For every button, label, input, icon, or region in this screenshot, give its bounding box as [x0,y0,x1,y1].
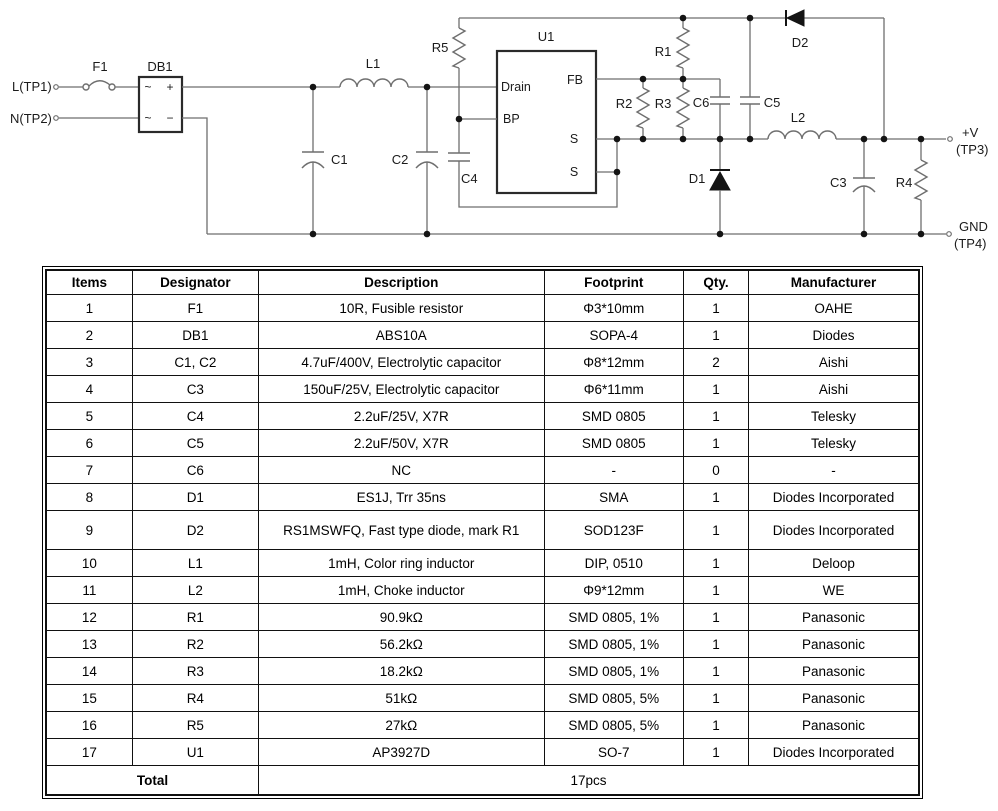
cell-manufacturer: Panasonic [749,631,919,658]
cell-description: AP3927D [258,739,544,766]
table-row [46,322,919,349]
terminal-gnd-tp4 [947,219,988,251]
cell-designator: R1 [132,604,258,631]
cell-qty: 1 [683,511,748,550]
table-row [46,511,919,550]
cell-manufacturer: Panasonic [749,712,919,739]
diode-d2 [786,10,808,50]
cell-item: 14 [46,658,132,685]
cell-footprint: SOPA-4 [544,322,683,349]
label-c6: C6 [692,95,710,110]
cell-manufacturer: Telesky [749,430,919,457]
cell-designator: C6 [132,457,258,484]
cell-footprint: SMD 0805, 1% [544,631,683,658]
gnd-tp-label: (TP4) [954,236,987,251]
u1-pin-s2: S [569,165,579,179]
cell-description: 90.9kΩ [258,604,544,631]
resistor-r2 [616,79,649,139]
cell-designator: F1 [132,295,258,322]
cell-description: 27kΩ [258,712,544,739]
resistor-r4 [896,139,927,234]
column-header-description: Description [258,270,544,295]
cell-item: 15 [46,685,132,712]
label-r2: R2 [615,96,633,111]
cell-designator: C3 [132,376,258,403]
cell-manufacturer: WE [749,577,919,604]
cell-qty: 1 [683,739,748,766]
cell-footprint: SMD 0805, 5% [544,712,683,739]
table-row [46,349,919,376]
cell-manufacturer: Panasonic [749,685,919,712]
cell-qty: 1 [683,658,748,685]
diode-d1 [689,139,730,234]
cell-qty: 1 [683,322,748,349]
cell-footprint: SMD 0805, 1% [544,604,683,631]
cell-designator: L1 [132,550,258,577]
u1-pin-fb: FB [567,73,583,87]
cell-item: 10 [46,550,132,577]
dc-bus-wires [182,87,946,234]
cell-designator: C5 [132,430,258,457]
circuit-schematic [0,0,998,262]
cell-item: 6 [46,430,132,457]
cell-manufacturer: OAHE [749,295,919,322]
db1-ac-mark-bottom: ~ [144,111,152,125]
total-label: Total [46,766,258,796]
cell-qty: 1 [683,577,748,604]
cell-footprint: SMD 0805 [544,430,683,457]
cell-description: 18.2kΩ [258,658,544,685]
table-row [46,430,919,457]
label-c3: C3 [830,175,847,190]
inductor-l2 [768,110,836,139]
cell-item: 1 [46,295,132,322]
cell-footprint: - [544,457,683,484]
cell-designator: R5 [132,712,258,739]
bom-table-wrap [42,266,923,799]
cell-qty: 1 [683,550,748,577]
cell-footprint: SMD 0805 [544,403,683,430]
cell-item: 17 [46,739,132,766]
label-db1: DB1 [147,59,173,74]
capacitor-c5 [740,18,780,139]
bom-table [45,269,920,796]
cell-qty: 2 [683,349,748,376]
column-header-items: Items [46,270,132,295]
label-c1: C1 [331,152,348,167]
u1-pin-s1: S [569,132,579,146]
table-row [46,376,919,403]
label-c5: C5 [763,95,781,110]
cell-manufacturer: Diodes [749,322,919,349]
cell-manufacturer: Diodes Incorporated [749,484,919,511]
u1-pin-drain: Drain [501,80,531,94]
cell-qty: 1 [683,631,748,658]
cell-qty: 1 [683,685,748,712]
total-value: 17pcs [258,766,919,796]
cell-description: 10R, Fusible resistor [258,295,544,322]
cell-item: 3 [46,349,132,376]
cell-item: 5 [46,403,132,430]
cell-item: 9 [46,511,132,550]
cell-footprint: SMD 0805, 5% [544,685,683,712]
fuse-f1 [83,59,139,90]
table-row [46,484,919,511]
table-row [46,295,919,322]
cell-qty: 1 [683,376,748,403]
label-c2: C2 [391,152,409,167]
cell-manufacturer: Panasonic [749,604,919,631]
cell-manufacturer: Deloop [749,550,919,577]
table-row [46,457,919,484]
cell-designator: D1 [132,484,258,511]
cell-description: 56.2kΩ [258,631,544,658]
table-row [46,685,919,712]
cell-description: 4.7uF/400V, Electrolytic capacitor [258,349,544,376]
cell-qty: 1 [683,430,748,457]
cell-item: 16 [46,712,132,739]
cell-footprint: SMA [544,484,683,511]
label-r5: R5 [431,40,449,55]
cell-designator: R2 [132,631,258,658]
cell-description: 1mH, Color ring inductor [258,550,544,577]
table-row [46,631,919,658]
db1-plus-mark: + [166,80,174,94]
cell-description: ABS10A [258,322,544,349]
table-row [46,604,919,631]
cell-footprint: SO-7 [544,739,683,766]
table-row [46,658,919,685]
cell-designator: D2 [132,511,258,550]
label-f1: F1 [92,59,108,74]
cell-footprint: Φ9*12mm [544,577,683,604]
cell-designator: U1 [132,739,258,766]
cell-item: 8 [46,484,132,511]
label-c4: C4 [461,171,478,186]
cell-footprint: Φ8*12mm [544,349,683,376]
cell-manufacturer: Diodes Incorporated [749,739,919,766]
cell-qty: 1 [683,403,748,430]
table-row [46,403,919,430]
cell-footprint: SMD 0805, 1% [544,658,683,685]
cell-manufacturer: Aishi [749,349,919,376]
cell-qty: 0 [683,457,748,484]
cell-manufacturer: Diodes Incorporated [749,511,919,550]
cell-qty: 1 [683,295,748,322]
label-u1: U1 [537,29,555,44]
cell-designator: DB1 [132,322,258,349]
bom-total-row [46,766,919,796]
table-row [46,577,919,604]
cell-item: 2 [46,322,132,349]
column-header-footprint: Footprint [544,270,683,295]
header-row [46,270,919,295]
cell-description: NC [258,457,544,484]
cell-item: 13 [46,631,132,658]
label-r1: R1 [654,44,672,59]
table-row [46,739,919,766]
capacitor-c1 [302,87,348,234]
cell-item: 12 [46,604,132,631]
column-header-designator: Designator [132,270,258,295]
cell-item: 11 [46,577,132,604]
terminal-l-tp1 [12,79,83,94]
cell-footprint: DIP, 0510 [544,550,683,577]
cell-qty: 1 [683,712,748,739]
cell-description: 51kΩ [258,685,544,712]
label-r4: R4 [895,175,913,190]
table-row [46,550,919,577]
resistor-r5 [432,18,465,119]
label-d2: D2 [791,35,809,50]
cell-description: 150uF/25V, Electrolytic capacitor [258,376,544,403]
db1-ac-mark-top: ~ [144,80,152,94]
capacitor-c2 [392,87,438,234]
cell-designator: C1, C2 [132,349,258,376]
cell-manufacturer: Telesky [749,403,919,430]
capacitor-c6 [693,79,730,139]
cell-manufacturer: Aishi [749,376,919,403]
label-l1: L1 [365,56,381,71]
resistor-r3 [655,79,689,139]
cell-qty: 1 [683,604,748,631]
cell-description: 2.2uF/25V, X7R [258,403,544,430]
cell-description: RS1MSWFQ, Fast type diode, mark R1 [258,511,544,550]
resistor-r1 [655,18,689,79]
cell-qty: 1 [683,484,748,511]
label-r3: R3 [654,96,672,111]
column-header-qty: Qty. [683,270,748,295]
gnd-label: GND [959,219,988,234]
cell-item: 7 [46,457,132,484]
vout-label: +V [962,125,979,140]
cell-description: ES1J, Trr 35ns [258,484,544,511]
label-l2: L2 [790,110,806,125]
inductor-l1 [340,56,408,87]
cell-footprint: SOD123F [544,511,683,550]
label-d1: D1 [688,171,706,186]
column-header-manufacturer: Manufacturer [749,270,919,295]
cell-designator: R3 [132,658,258,685]
cell-description: 1mH, Choke inductor [258,577,544,604]
cell-designator: L2 [132,577,258,604]
terminal-n-tp2 [10,111,139,126]
terminal-vout-tp3 [948,125,989,157]
cell-manufacturer: Panasonic [749,658,919,685]
db1-minus-mark: − [166,111,174,125]
cell-item: 4 [46,376,132,403]
bridge-rectifier-db1 [139,59,182,132]
cell-footprint: Φ3*10mm [544,295,683,322]
terminal-n-label: N(TP2) [10,111,52,126]
cell-description: 2.2uF/50V, X7R [258,430,544,457]
cell-footprint: Φ6*11mm [544,376,683,403]
cell-designator: C4 [132,403,258,430]
cell-manufacturer: - [749,457,919,484]
terminal-l-label: L(TP1) [12,79,52,94]
cell-designator: R4 [132,685,258,712]
capacitor-c3 [830,139,875,234]
table-row [46,712,919,739]
u1-pin-bp: BP [503,112,520,126]
vout-tp-label: (TP3) [956,142,989,157]
